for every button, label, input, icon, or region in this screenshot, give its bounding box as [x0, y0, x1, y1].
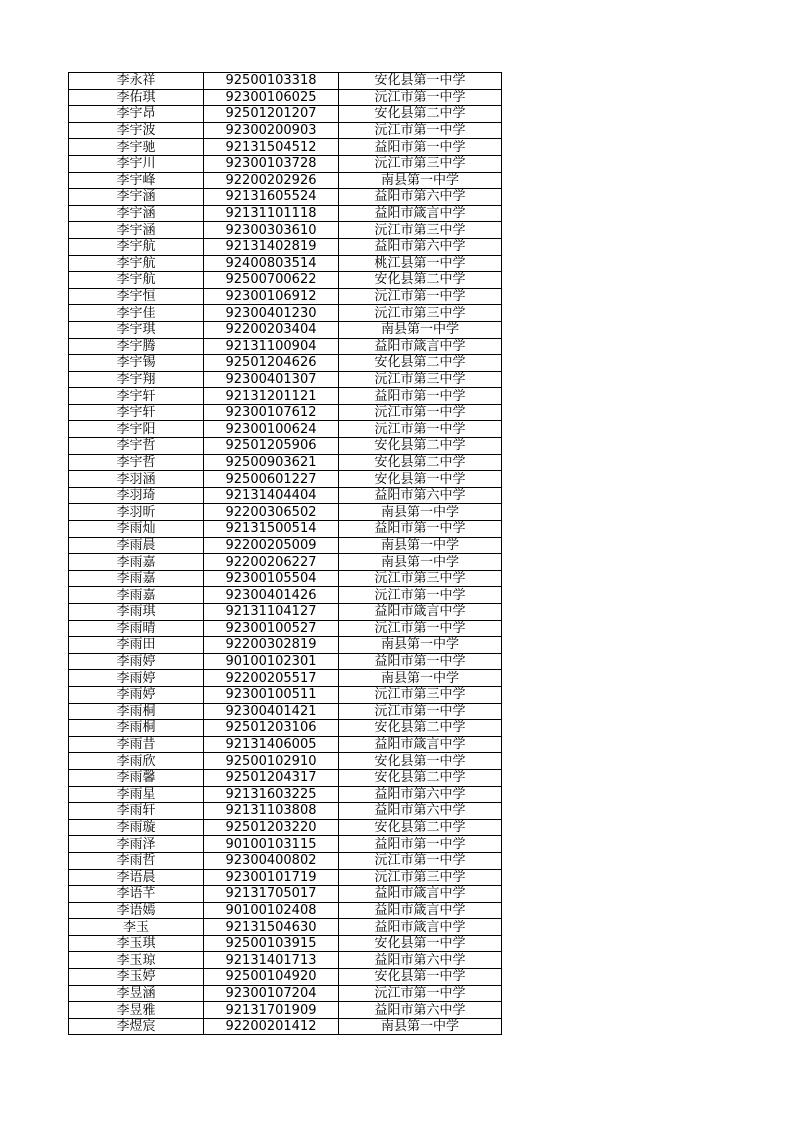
school-name-cell: 沅江市第三中学: [339, 222, 502, 239]
student-id-cell: 92500903621: [204, 454, 339, 471]
table-row: [69, 272, 502, 289]
school-name-cell: 益阳市第六中学: [339, 952, 502, 969]
school-name-cell: 益阳市第一中学: [339, 388, 502, 405]
table-row: [69, 637, 502, 654]
school-name-cell: 安化县第一中学: [339, 753, 502, 770]
student-id-cell: 92131402819: [204, 238, 339, 255]
table-row: [69, 1018, 502, 1035]
table-row: [69, 736, 502, 753]
school-name-cell: 沅江市第一中学: [339, 89, 502, 106]
school-name-cell: 南县第一中学: [339, 321, 502, 338]
student-name-cell: 李雨晨: [69, 537, 204, 554]
table-row: [69, 421, 502, 438]
student-id-cell: 92300105504: [204, 570, 339, 587]
student-name-cell: 李宇航: [69, 272, 204, 289]
table-row: [69, 471, 502, 488]
student-id-cell: 92131504630: [204, 919, 339, 936]
school-name-cell: 益阳市箴言中学: [339, 919, 502, 936]
school-name-cell: 沅江市第三中学: [339, 686, 502, 703]
student-name-cell: 李永祥: [69, 73, 204, 90]
student-id-cell: 92501203106: [204, 720, 339, 737]
student-name-cell: 李宇航: [69, 238, 204, 255]
table-row: [69, 438, 502, 455]
student-id-cell: 92300107612: [204, 404, 339, 421]
table-row: [69, 172, 502, 189]
table-row: [69, 189, 502, 206]
student-id-cell: 92300100624: [204, 421, 339, 438]
student-name-cell: 李雨婷: [69, 686, 204, 703]
student-id-cell: 92200206227: [204, 554, 339, 571]
school-name-cell: 沅江市第三中学: [339, 305, 502, 322]
student-id-cell: 92500103915: [204, 935, 339, 952]
student-name-cell: 李宇川: [69, 155, 204, 172]
student-id-cell: 92131100904: [204, 338, 339, 355]
student-name-cell: 李宇腾: [69, 338, 204, 355]
student-name-cell: 李雨田: [69, 637, 204, 654]
table-row: [69, 122, 502, 139]
student-name-cell: 李宇涵: [69, 222, 204, 239]
school-name-cell: 沅江市第一中学: [339, 852, 502, 869]
student-id-cell: 90100102408: [204, 902, 339, 919]
student-id-cell: 92501203220: [204, 819, 339, 836]
table-row: [69, 902, 502, 919]
table-row: [69, 454, 502, 471]
school-name-cell: 沅江市第一中学: [339, 421, 502, 438]
school-name-cell: 安化县第二中学: [339, 454, 502, 471]
school-name-cell: 益阳市箴言中学: [339, 604, 502, 621]
table-row: [69, 255, 502, 272]
school-name-cell: 南县第一中学: [339, 537, 502, 554]
student-name-cell: 李语芊: [69, 886, 204, 903]
student-name-cell: 李雨璇: [69, 819, 204, 836]
school-name-cell: 益阳市第一中学: [339, 653, 502, 670]
table-row: [69, 686, 502, 703]
school-name-cell: 南县第一中学: [339, 670, 502, 687]
student-id-cell: 92131101118: [204, 205, 339, 222]
student-name-cell: 李雨嘉: [69, 554, 204, 571]
school-name-cell: 安化县第二中学: [339, 438, 502, 455]
school-name-cell: 安化县第一中学: [339, 73, 502, 90]
student-id-cell: 92131406005: [204, 736, 339, 753]
table-row: [69, 521, 502, 538]
school-name-cell: 安化县第二中学: [339, 720, 502, 737]
student-name-cell: 李宇涵: [69, 205, 204, 222]
table-row: [69, 404, 502, 421]
school-name-cell: 沅江市第一中学: [339, 985, 502, 1002]
student-name-cell: 李宇轩: [69, 404, 204, 421]
table-row: [69, 155, 502, 172]
student-id-cell: 92300303610: [204, 222, 339, 239]
student-name-cell: 李宇阳: [69, 421, 204, 438]
student-name-cell: 李煜宸: [69, 1018, 204, 1035]
table-row: [69, 604, 502, 621]
table-row: [69, 371, 502, 388]
table-row: [69, 985, 502, 1002]
school-name-cell: 益阳市箴言中学: [339, 736, 502, 753]
student-name-cell: 李玉琼: [69, 952, 204, 969]
student-id-cell: 92300401421: [204, 703, 339, 720]
student-name-cell: 李昱涵: [69, 985, 204, 1002]
table-row: [69, 321, 502, 338]
student-id-cell: 90100102301: [204, 653, 339, 670]
student-name-cell: 李宇哲: [69, 454, 204, 471]
student-name-cell: 李昱雅: [69, 1002, 204, 1019]
school-name-cell: 沅江市第一中学: [339, 587, 502, 604]
school-name-cell: 益阳市第六中学: [339, 238, 502, 255]
school-name-cell: 沅江市第三中学: [339, 155, 502, 172]
student-id-cell: 92300106025: [204, 89, 339, 106]
table-row: [69, 952, 502, 969]
student-name-cell: 李玉: [69, 919, 204, 936]
school-name-cell: 益阳市第六中学: [339, 786, 502, 803]
table-row: [69, 919, 502, 936]
student-id-cell: 92131701909: [204, 1002, 339, 1019]
school-name-cell: 南县第一中学: [339, 504, 502, 521]
school-name-cell: 南县第一中学: [339, 1018, 502, 1035]
student-id-cell: 92500601227: [204, 471, 339, 488]
student-id-cell: 92300401307: [204, 371, 339, 388]
student-id-cell: 92501201207: [204, 106, 339, 123]
student-name-cell: 李羽昕: [69, 504, 204, 521]
school-name-cell: 沅江市第一中学: [339, 288, 502, 305]
school-name-cell: 益阳市第一中学: [339, 139, 502, 156]
student-id-cell: 92200201412: [204, 1018, 339, 1035]
student-name-cell: 李雨晴: [69, 620, 204, 637]
school-name-cell: 沅江市第三中学: [339, 371, 502, 388]
table-row: [69, 1002, 502, 1019]
table-row: [69, 670, 502, 687]
table-row: [69, 238, 502, 255]
student-name-cell: 李宇翔: [69, 371, 204, 388]
school-name-cell: 益阳市第六中学: [339, 1002, 502, 1019]
school-name-cell: 沅江市第一中学: [339, 122, 502, 139]
table-row: [69, 852, 502, 869]
school-name-cell: 沅江市第三中学: [339, 869, 502, 886]
student-id-cell: 92300401426: [204, 587, 339, 604]
student-name-cell: 李雨嘉: [69, 570, 204, 587]
student-name-cell: 李雨婷: [69, 653, 204, 670]
school-name-cell: 安化县第一中学: [339, 969, 502, 986]
student-name-cell: 李雨泽: [69, 836, 204, 853]
school-name-cell: 安化县第二中学: [339, 272, 502, 289]
student-name-cell: 李雨灿: [69, 521, 204, 538]
student-id-cell: 92200202926: [204, 172, 339, 189]
student-name-cell: 李雨馨: [69, 769, 204, 786]
table-row: [69, 288, 502, 305]
student-name-cell: 李羽琦: [69, 487, 204, 504]
student-id-cell: 92300101719: [204, 869, 339, 886]
table-row: [69, 388, 502, 405]
student-id-cell: 92131500514: [204, 521, 339, 538]
student-name-cell: 李玉琪: [69, 935, 204, 952]
school-name-cell: 安化县第一中学: [339, 935, 502, 952]
student-name-cell: 李雨哲: [69, 852, 204, 869]
school-name-cell: 益阳市第六中学: [339, 487, 502, 504]
student-name-cell: 李宇涵: [69, 189, 204, 206]
school-name-cell: 南县第一中学: [339, 172, 502, 189]
table-row: [69, 106, 502, 123]
student-name-cell: 李宇佳: [69, 305, 204, 322]
student-name-cell: 李宇波: [69, 122, 204, 139]
table-row: [69, 653, 502, 670]
table-row: [69, 355, 502, 372]
student-id-cell: 92200302819: [204, 637, 339, 654]
student-id-cell: 92500103318: [204, 73, 339, 90]
student-id-cell: 92131104127: [204, 604, 339, 621]
student-id-cell: 92131103808: [204, 803, 339, 820]
school-name-cell: 益阳市箴言中学: [339, 205, 502, 222]
roster-body: [69, 73, 502, 1035]
school-name-cell: 安化县第一中学: [339, 471, 502, 488]
student-id-cell: 92300107204: [204, 985, 339, 1002]
table-row: [69, 89, 502, 106]
school-name-cell: 安化县第二中学: [339, 106, 502, 123]
school-name-cell: 安化县第二中学: [339, 769, 502, 786]
school-name-cell: 安化县第二中学: [339, 819, 502, 836]
student-name-cell: 李宇驰: [69, 139, 204, 156]
student-id-cell: 92131603225: [204, 786, 339, 803]
student-name-cell: 李雨桐: [69, 720, 204, 737]
student-name-cell: 李雨星: [69, 786, 204, 803]
student-name-cell: 李宇哲: [69, 438, 204, 455]
student-id-cell: 92300106912: [204, 288, 339, 305]
student-roster-table: [68, 72, 502, 1035]
school-name-cell: 益阳市第一中学: [339, 521, 502, 538]
table-row: [69, 554, 502, 571]
student-name-cell: 李雨婷: [69, 670, 204, 687]
student-name-cell: 李雨嘉: [69, 587, 204, 604]
table-row: [69, 73, 502, 90]
student-id-cell: 92300401230: [204, 305, 339, 322]
student-name-cell: 李雨桐: [69, 703, 204, 720]
student-id-cell: 90100103115: [204, 836, 339, 853]
student-id-cell: 92300100527: [204, 620, 339, 637]
table-row: [69, 803, 502, 820]
student-name-cell: 李宇昂: [69, 106, 204, 123]
student-name-cell: 李雨轩: [69, 803, 204, 820]
table-row: [69, 537, 502, 554]
student-id-cell: 92200203404: [204, 321, 339, 338]
student-name-cell: 李宇琪: [69, 321, 204, 338]
table-row: [69, 338, 502, 355]
student-name-cell: 李雨欣: [69, 753, 204, 770]
student-id-cell: 92131605524: [204, 189, 339, 206]
student-name-cell: 李羽涵: [69, 471, 204, 488]
student-name-cell: 李宇锡: [69, 355, 204, 372]
table-row: [69, 935, 502, 952]
school-name-cell: 南县第一中学: [339, 554, 502, 571]
table-row: [69, 969, 502, 986]
table-row: [69, 786, 502, 803]
student-id-cell: 92131504512: [204, 139, 339, 156]
student-name-cell: 李佑琪: [69, 89, 204, 106]
table-row: [69, 487, 502, 504]
table-row: [69, 753, 502, 770]
student-id-cell: 92400803514: [204, 255, 339, 272]
student-id-cell: 92131201121: [204, 388, 339, 405]
student-id-cell: 92300200903: [204, 122, 339, 139]
table-row: [69, 620, 502, 637]
table-row: [69, 305, 502, 322]
table-row: [69, 836, 502, 853]
student-name-cell: 李宇峰: [69, 172, 204, 189]
student-id-cell: 92200205517: [204, 670, 339, 687]
table-row: [69, 769, 502, 786]
student-id-cell: 92200205009: [204, 537, 339, 554]
student-id-cell: 92501205906: [204, 438, 339, 455]
student-name-cell: 李玉婷: [69, 969, 204, 986]
student-name-cell: 李雨昔: [69, 736, 204, 753]
school-name-cell: 益阳市箴言中学: [339, 338, 502, 355]
student-id-cell: 92501204317: [204, 769, 339, 786]
student-id-cell: 92300400802: [204, 852, 339, 869]
table-row: [69, 720, 502, 737]
table-row: [69, 587, 502, 604]
school-name-cell: 沅江市第一中学: [339, 620, 502, 637]
student-id-cell: 92300103728: [204, 155, 339, 172]
student-id-cell: 92300100511: [204, 686, 339, 703]
student-id-cell: 92131404404: [204, 487, 339, 504]
table-row: [69, 222, 502, 239]
school-name-cell: 益阳市箴言中学: [339, 902, 502, 919]
table-row: [69, 139, 502, 156]
student-name-cell: 李宇航: [69, 255, 204, 272]
school-name-cell: 南县第一中学: [339, 637, 502, 654]
table-row: [69, 886, 502, 903]
school-name-cell: 益阳市第一中学: [339, 836, 502, 853]
school-name-cell: 安化县第二中学: [339, 355, 502, 372]
school-name-cell: 益阳市箴言中学: [339, 886, 502, 903]
table-row: [69, 869, 502, 886]
student-id-cell: 92500700622: [204, 272, 339, 289]
school-name-cell: 沅江市第一中学: [339, 703, 502, 720]
student-name-cell: 李语嫣: [69, 902, 204, 919]
student-id-cell: 92500104920: [204, 969, 339, 986]
table-row: [69, 819, 502, 836]
student-id-cell: 92501204626: [204, 355, 339, 372]
student-name-cell: 李宇恒: [69, 288, 204, 305]
student-id-cell: 92500102910: [204, 753, 339, 770]
school-name-cell: 沅江市第一中学: [339, 404, 502, 421]
student-id-cell: 92131705017: [204, 886, 339, 903]
student-name-cell: 李语晨: [69, 869, 204, 886]
student-id-cell: 92131401713: [204, 952, 339, 969]
school-name-cell: 沅江市第三中学: [339, 570, 502, 587]
student-name-cell: 李雨琪: [69, 604, 204, 621]
school-name-cell: 益阳市第六中学: [339, 803, 502, 820]
school-name-cell: 益阳市第六中学: [339, 189, 502, 206]
table-row: [69, 205, 502, 222]
student-name-cell: 李宇轩: [69, 388, 204, 405]
table-row: [69, 703, 502, 720]
student-id-cell: 92200306502: [204, 504, 339, 521]
table-row: [69, 570, 502, 587]
school-name-cell: 桃江县第一中学: [339, 255, 502, 272]
table-row: [69, 504, 502, 521]
